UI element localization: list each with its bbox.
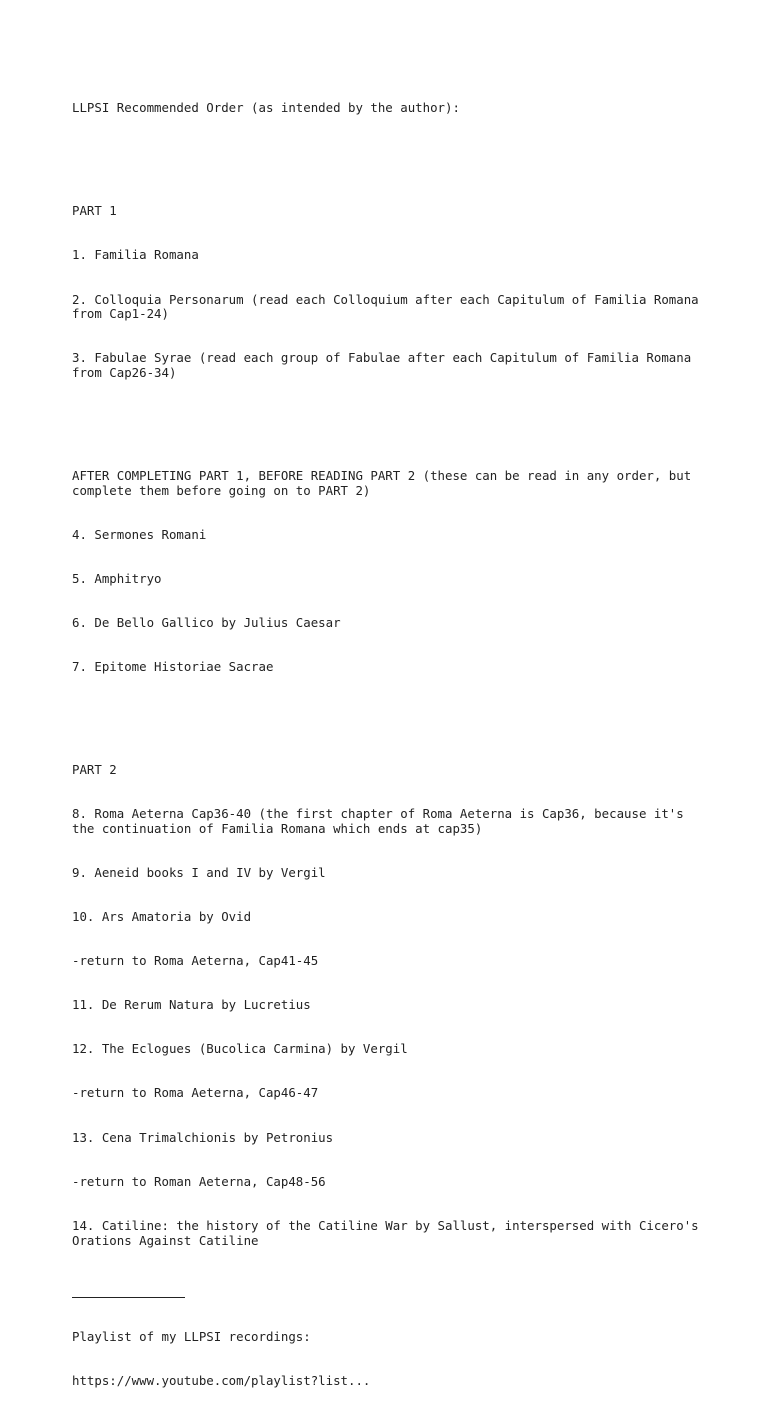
spacer	[72, 410, 712, 425]
list-item: 7. Epitome Historiae Sacrae	[72, 659, 274, 675]
list-item: 3. Fabulae Syrae (read each group of Fabulae after each Capitulum of Familia Romana from Cap26-34)	[72, 350, 699, 381]
playlist-label: Playlist of my LLPSI recordings:	[72, 1328, 311, 1344]
list-item: 11. De Rerum Natura by Lucretius	[72, 997, 311, 1013]
list-item: 1. Familia Romana	[72, 247, 199, 263]
document-page	[72, 72, 712, 1403]
list-item: 13. Cena Trimalchionis by Petronius	[72, 1129, 334, 1145]
footer-divider	[72, 1297, 185, 1298]
document-heading: LLPSI Recommended Order (as intended by the author):	[72, 100, 460, 116]
list-item: 9. Aeneid books I and IV by Vergil	[72, 864, 326, 880]
list-item: 5. Amphitryo	[72, 570, 162, 586]
playlist-link[interactable]: https://www.youtube.com/playlist?list...	[72, 1372, 371, 1388]
list-item: 6. De Bello Gallico by Julius Caesar	[72, 614, 341, 630]
list-item: 2. Colloquia Personarum (read each Colloquium after each Capitulum of Familia Romana from Cap1-24)	[72, 291, 707, 322]
list-item: 8. Roma Aeterna Cap36-40 (the first chapter of Roma Aeterna is Cap36, because it's the continuation of Familia Romana which ends at cap35)	[72, 806, 692, 836]
list-item: 12. The Eclogues (Bucolica Carmina) by Vergil	[72, 1041, 408, 1057]
list-item: -return to Roma Aeterna, Cap46-47	[72, 1085, 319, 1101]
interlude-title: AFTER COMPLETING PART 1, BEFORE READING PART 2 (these can be read in any order, but complete them before going on to PART 2)	[72, 467, 699, 498]
list-item: -return to Roma Aeterna, Cap41-45	[72, 953, 319, 969]
spacer	[72, 704, 712, 719]
list-item: 4. Sermones Romani	[72, 526, 207, 542]
list-item: -return to Roman Aeterna, Cap48-56	[72, 1173, 326, 1189]
list-item: 14. Catiline: the history of the Catiline War by Sallust, interspersed with Cicero's Orations Against Catiline	[72, 1217, 707, 1248]
spacer	[72, 146, 712, 161]
part2-title: PART 2	[72, 762, 117, 777]
part1-title: PART 1	[72, 203, 117, 219]
list-item: 10. Ars Amatoria by Ovid	[72, 909, 252, 925]
